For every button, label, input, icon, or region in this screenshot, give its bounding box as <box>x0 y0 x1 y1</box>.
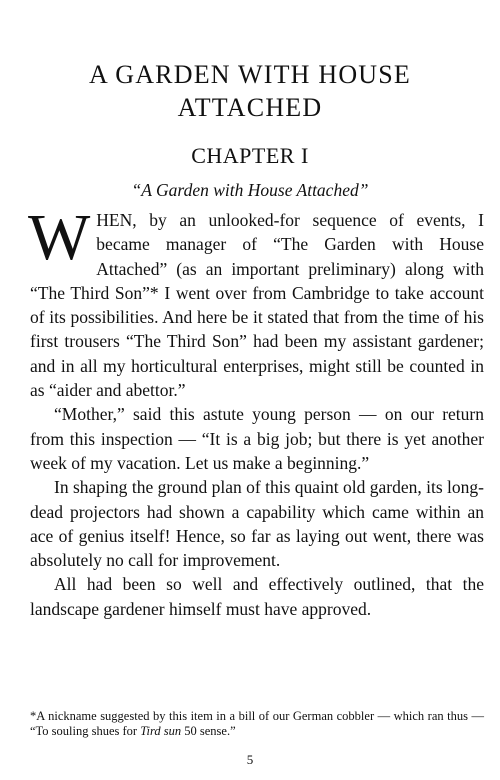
chapter-subtitle: “A Garden with House Attached” <box>131 180 369 200</box>
paragraph-2: “Mother,” said this astute young person — on our return from this inspection — “It is a big job; but there is yet another week of my vacation. Let us make a beginning.” <box>30 404 484 473</box>
footnote-italic-text: Tird sun <box>140 724 182 738</box>
chapter-heading: CHAPTER I <box>191 143 309 168</box>
page-number: 5 <box>246 752 254 767</box>
paragraph-4: All had been so well and effectively outlined, that the landscape gardener himself must have approved. <box>30 574 484 619</box>
footnote-text-end: 50 sense.” <box>181 724 236 738</box>
footnote-text-start: *A nickname suggested by this item in a bill of our German cobbler — which ran thus — “To souling shues for <box>30 709 484 738</box>
drop-cap: W <box>28 201 91 274</box>
paragraph-1-text: HEN, by an unlooked-for sequence of events, I became manager of “The Garden with House Attached” (as an important preliminary) along with “The Third Son”* I went over from Cambridge to take account of its possibilities. And here be it stated that from the time of his first trousers “The Third Son” had been my assistant gardener; and in all my horticultural enterprises, might still be counted in as “aider and abettor.” <box>30 210 484 401</box>
paragraph-3: In shaping the ground plan of this quaint old garden, its long-dead projectors had shown a capability which came within an ace of genius itself! Hence, so far as laying out went, there was absolutely no call for improvement. <box>30 477 484 571</box>
paragraph-1 <box>28 201 484 402</box>
book-title-line-1: A GARDEN WITH HOUSE <box>88 60 412 89</box>
book-title-line-2: ATTACHED <box>177 93 323 122</box>
chapter-body <box>28 201 484 621</box>
footnote <box>30 709 484 739</box>
book-title <box>40 58 460 124</box>
